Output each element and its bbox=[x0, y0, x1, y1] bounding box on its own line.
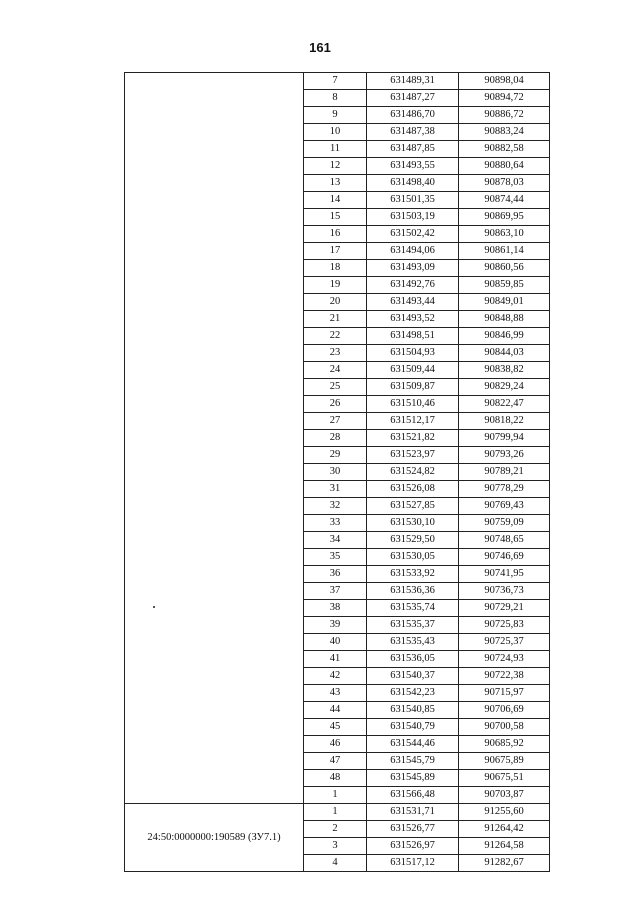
x-coordinate-cell: 631498,40 bbox=[367, 175, 459, 192]
point-number-cell: 22 bbox=[304, 328, 367, 345]
y-coordinate-cell: 90736,73 bbox=[459, 583, 550, 600]
x-coordinate-cell: 631493,09 bbox=[367, 260, 459, 277]
y-coordinate-cell: 90706,69 bbox=[459, 702, 550, 719]
y-coordinate-cell: 90724,93 bbox=[459, 651, 550, 668]
point-number-cell: 11 bbox=[304, 141, 367, 158]
y-coordinate-cell: 90799,94 bbox=[459, 430, 550, 447]
x-coordinate-cell: 631530,10 bbox=[367, 515, 459, 532]
x-coordinate-cell: 631526,97 bbox=[367, 838, 459, 855]
point-number-cell: 30 bbox=[304, 464, 367, 481]
x-coordinate-cell: 631509,87 bbox=[367, 379, 459, 396]
x-coordinate-cell: 631493,52 bbox=[367, 311, 459, 328]
x-coordinate-cell: 631498,51 bbox=[367, 328, 459, 345]
point-number-cell: 35 bbox=[304, 549, 367, 566]
y-coordinate-cell: 90725,37 bbox=[459, 634, 550, 651]
y-coordinate-cell: 91255,60 bbox=[459, 804, 550, 821]
y-coordinate-cell: 90759,09 bbox=[459, 515, 550, 532]
x-coordinate-cell: 631494,06 bbox=[367, 243, 459, 260]
x-coordinate-cell: 631535,74 bbox=[367, 600, 459, 617]
x-coordinate-cell: 631489,31 bbox=[367, 73, 459, 90]
point-number-cell: 41 bbox=[304, 651, 367, 668]
y-coordinate-cell: 90703,87 bbox=[459, 787, 550, 804]
point-number-cell: 23 bbox=[304, 345, 367, 362]
point-number-cell: 21 bbox=[304, 311, 367, 328]
y-coordinate-cell: 90675,89 bbox=[459, 753, 550, 770]
y-coordinate-cell: 90769,43 bbox=[459, 498, 550, 515]
point-number-cell: 13 bbox=[304, 175, 367, 192]
point-number-cell: 29 bbox=[304, 447, 367, 464]
x-coordinate-cell: 631501,35 bbox=[367, 192, 459, 209]
x-coordinate-cell: 631544,46 bbox=[367, 736, 459, 753]
point-number-cell: 17 bbox=[304, 243, 367, 260]
x-coordinate-cell: 631533,92 bbox=[367, 566, 459, 583]
y-coordinate-cell: 90793,26 bbox=[459, 447, 550, 464]
point-number-cell: 28 bbox=[304, 430, 367, 447]
x-coordinate-cell: 631540,79 bbox=[367, 719, 459, 736]
y-coordinate-cell: 90700,58 bbox=[459, 719, 550, 736]
point-number-cell: 39 bbox=[304, 617, 367, 634]
point-number-cell: 27 bbox=[304, 413, 367, 430]
y-coordinate-cell: 91264,42 bbox=[459, 821, 550, 838]
parcel-label-cell: 24:50:0000000:190589 (ЗУ7.1) bbox=[125, 804, 304, 872]
point-number-cell: 9 bbox=[304, 107, 367, 124]
point-number-cell: 10 bbox=[304, 124, 367, 141]
y-coordinate-cell: 90685,92 bbox=[459, 736, 550, 753]
x-coordinate-cell: 631531,71 bbox=[367, 804, 459, 821]
y-coordinate-cell: 90898,04 bbox=[459, 73, 550, 90]
point-number-cell: 47 bbox=[304, 753, 367, 770]
x-coordinate-cell: 631526,77 bbox=[367, 821, 459, 838]
x-coordinate-cell: 631524,82 bbox=[367, 464, 459, 481]
point-number-cell: 43 bbox=[304, 685, 367, 702]
y-coordinate-cell: 90715,97 bbox=[459, 685, 550, 702]
point-number-cell: 34 bbox=[304, 532, 367, 549]
y-coordinate-cell: 90844,03 bbox=[459, 345, 550, 362]
x-coordinate-cell: 631510,46 bbox=[367, 396, 459, 413]
y-coordinate-cell: 90722,38 bbox=[459, 668, 550, 685]
x-coordinate-cell: 631512,17 bbox=[367, 413, 459, 430]
point-number-cell: 31 bbox=[304, 481, 367, 498]
x-coordinate-cell: 631536,36 bbox=[367, 583, 459, 600]
y-coordinate-cell: 90883,24 bbox=[459, 124, 550, 141]
y-coordinate-cell: 90848,88 bbox=[459, 311, 550, 328]
x-coordinate-cell: 631545,79 bbox=[367, 753, 459, 770]
y-coordinate-cell: 90880,64 bbox=[459, 158, 550, 175]
x-coordinate-cell: 631487,27 bbox=[367, 90, 459, 107]
x-coordinate-cell: 631502,42 bbox=[367, 226, 459, 243]
x-coordinate-cell: 631523,97 bbox=[367, 447, 459, 464]
point-number-cell: 1 bbox=[304, 804, 367, 821]
y-coordinate-cell: 90822,47 bbox=[459, 396, 550, 413]
y-coordinate-cell: 90729,21 bbox=[459, 600, 550, 617]
y-coordinate-cell: 90878,03 bbox=[459, 175, 550, 192]
point-number-cell: 4 bbox=[304, 855, 367, 872]
point-number-cell: 2 bbox=[304, 821, 367, 838]
point-number-cell: 15 bbox=[304, 209, 367, 226]
parcel-label-cell bbox=[125, 73, 304, 804]
x-coordinate-cell: 631545,89 bbox=[367, 770, 459, 787]
point-number-cell: 8 bbox=[304, 90, 367, 107]
x-coordinate-cell: 631529,50 bbox=[367, 532, 459, 549]
y-coordinate-cell: 90741,95 bbox=[459, 566, 550, 583]
y-coordinate-cell: 90859,85 bbox=[459, 277, 550, 294]
x-coordinate-cell: 631521,82 bbox=[367, 430, 459, 447]
x-coordinate-cell: 631535,37 bbox=[367, 617, 459, 634]
y-coordinate-cell: 90846,99 bbox=[459, 328, 550, 345]
x-coordinate-cell: 631540,85 bbox=[367, 702, 459, 719]
x-coordinate-cell: 631487,38 bbox=[367, 124, 459, 141]
y-coordinate-cell: 90829,24 bbox=[459, 379, 550, 396]
page-number: 161 bbox=[309, 40, 331, 55]
y-coordinate-cell: 90789,21 bbox=[459, 464, 550, 481]
x-coordinate-cell: 631517,12 bbox=[367, 855, 459, 872]
y-coordinate-cell: 90849,01 bbox=[459, 294, 550, 311]
y-coordinate-cell: 90869,95 bbox=[459, 209, 550, 226]
point-number-cell: 44 bbox=[304, 702, 367, 719]
y-coordinate-cell: 90894,72 bbox=[459, 90, 550, 107]
y-coordinate-cell: 90818,22 bbox=[459, 413, 550, 430]
y-coordinate-cell: 90874,44 bbox=[459, 192, 550, 209]
point-number-cell: 3 bbox=[304, 838, 367, 855]
point-number-cell: 36 bbox=[304, 566, 367, 583]
y-coordinate-cell: 90675,51 bbox=[459, 770, 550, 787]
point-number-cell: 33 bbox=[304, 515, 367, 532]
coordinates-table-body bbox=[125, 73, 550, 872]
point-number-cell: 38 bbox=[304, 600, 367, 617]
point-number-cell: 45 bbox=[304, 719, 367, 736]
table-row bbox=[125, 73, 550, 90]
x-coordinate-cell: 631509,44 bbox=[367, 362, 459, 379]
y-coordinate-cell: 90778,29 bbox=[459, 481, 550, 498]
y-coordinate-cell: 90725,83 bbox=[459, 617, 550, 634]
point-number-cell: 20 bbox=[304, 294, 367, 311]
y-coordinate-cell: 91264,58 bbox=[459, 838, 550, 855]
point-number-cell: 18 bbox=[304, 260, 367, 277]
point-number-cell: 42 bbox=[304, 668, 367, 685]
x-coordinate-cell: 631540,37 bbox=[367, 668, 459, 685]
x-coordinate-cell: 631536,05 bbox=[367, 651, 459, 668]
y-coordinate-cell: 90748,65 bbox=[459, 532, 550, 549]
y-coordinate-cell: 90863,10 bbox=[459, 226, 550, 243]
x-coordinate-cell: 631542,23 bbox=[367, 685, 459, 702]
x-coordinate-cell: 631503,19 bbox=[367, 209, 459, 226]
x-coordinate-cell: 631530,05 bbox=[367, 549, 459, 566]
coordinates-table bbox=[124, 72, 550, 872]
x-coordinate-cell: 631487,85 bbox=[367, 141, 459, 158]
x-coordinate-cell: 631492,76 bbox=[367, 277, 459, 294]
y-coordinate-cell: 90861,14 bbox=[459, 243, 550, 260]
x-coordinate-cell: 631486,70 bbox=[367, 107, 459, 124]
point-number-cell: 24 bbox=[304, 362, 367, 379]
y-coordinate-cell: 90838,82 bbox=[459, 362, 550, 379]
x-coordinate-cell: 631566,48 bbox=[367, 787, 459, 804]
table-row bbox=[125, 804, 550, 821]
x-coordinate-cell: 631504,93 bbox=[367, 345, 459, 362]
y-coordinate-cell: 90746,69 bbox=[459, 549, 550, 566]
x-coordinate-cell: 631526,08 bbox=[367, 481, 459, 498]
point-number-cell: 14 bbox=[304, 192, 367, 209]
point-number-cell: 19 bbox=[304, 277, 367, 294]
y-coordinate-cell: 90882,58 bbox=[459, 141, 550, 158]
x-coordinate-cell: 631535,43 bbox=[367, 634, 459, 651]
y-coordinate-cell: 91282,67 bbox=[459, 855, 550, 872]
point-number-cell: 16 bbox=[304, 226, 367, 243]
point-number-cell: 37 bbox=[304, 583, 367, 600]
point-number-cell: 25 bbox=[304, 379, 367, 396]
y-coordinate-cell: 90886,72 bbox=[459, 107, 550, 124]
point-number-cell: 1 bbox=[304, 787, 367, 804]
point-number-cell: 46 bbox=[304, 736, 367, 753]
point-number-cell: 48 bbox=[304, 770, 367, 787]
x-coordinate-cell: 631493,55 bbox=[367, 158, 459, 175]
scan-speck bbox=[153, 606, 155, 608]
point-number-cell: 12 bbox=[304, 158, 367, 175]
point-number-cell: 7 bbox=[304, 73, 367, 90]
y-coordinate-cell: 90860,56 bbox=[459, 260, 550, 277]
point-number-cell: 40 bbox=[304, 634, 367, 651]
x-coordinate-cell: 631527,85 bbox=[367, 498, 459, 515]
x-coordinate-cell: 631493,44 bbox=[367, 294, 459, 311]
point-number-cell: 32 bbox=[304, 498, 367, 515]
point-number-cell: 26 bbox=[304, 396, 367, 413]
